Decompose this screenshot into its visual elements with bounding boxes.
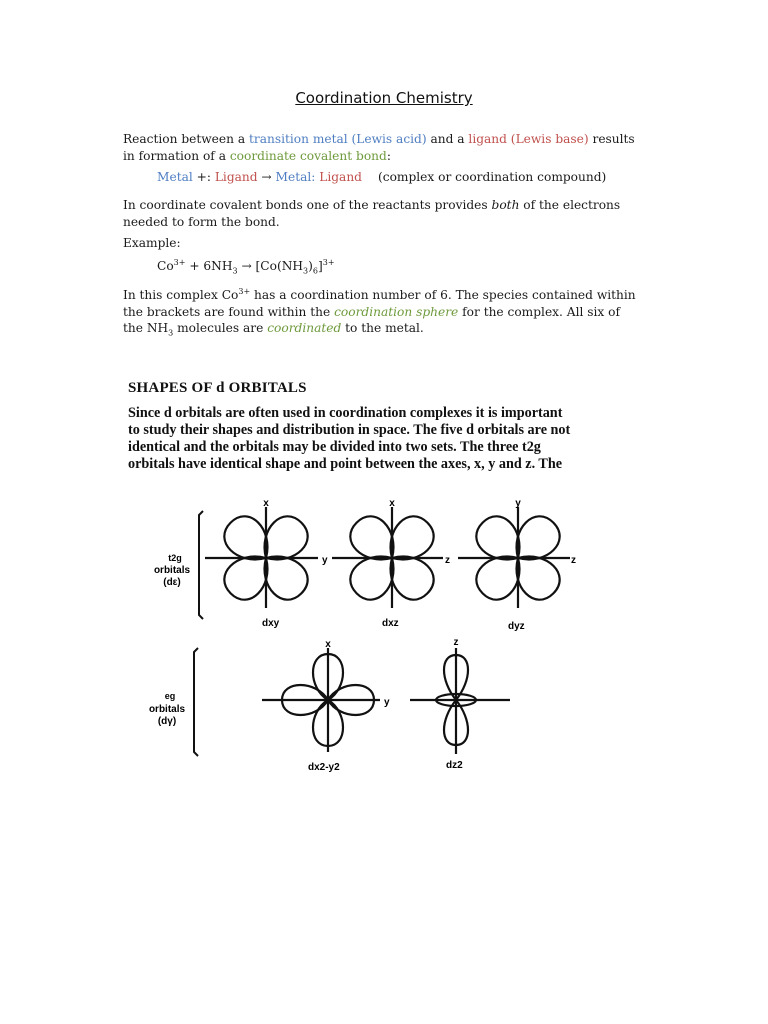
t2g-bracket xyxy=(199,511,203,619)
dxz-name: dxz xyxy=(382,618,399,629)
dz2-name: dz2 xyxy=(446,760,463,771)
dx2-y2-v-axis: x xyxy=(325,639,331,650)
dz2-orbital xyxy=(410,648,510,754)
intro-paragraph: Reaction between a transition metal (Lewis acid) and a ligand (Lewis base) results in formation of a coordinate covalent bond: xyxy=(123,132,635,163)
dxy-v-axis: x xyxy=(263,498,269,509)
eg-orbitals-label: orbitals xyxy=(148,704,186,715)
dx2-y2-name: dx2-y2 xyxy=(308,762,340,773)
dx2-y2-h-axis: y xyxy=(384,697,390,708)
dxy-orbital xyxy=(205,507,318,608)
transition-metal-term: transition metal (Lewis acid) xyxy=(248,132,427,146)
dz2-v-axis: z xyxy=(453,637,459,648)
d-orbitals-text: Since d orbitals are often used in coordination complexes it is important to study their shapes and distribution in space. The five d orbitals are not identical and the orbitals may be divided into two sets. The three t2g orbitals have identical shape and point between the axes, x, y and z. The xyxy=(128,405,571,472)
metal-ligand-equation: Metal +: Ligand → Metal: Ligand (complex or coordination compound) xyxy=(157,170,607,184)
coordinate-bond-term: coordinate covalent bond xyxy=(229,148,387,163)
dx2-y2-orbital xyxy=(262,648,380,752)
dyz-v-axis: y xyxy=(515,498,521,509)
coordinated-term: coordinated xyxy=(267,321,342,336)
example-label: Example: xyxy=(123,236,181,250)
t2g-symbol-label: (dε) xyxy=(163,577,181,588)
dxz-v-axis: x xyxy=(389,498,395,509)
ligand-term: ligand (Lewis base) xyxy=(468,132,589,146)
dyz-h-axis: z xyxy=(571,555,576,566)
eg-bracket xyxy=(194,648,198,756)
dxy-name: dxy xyxy=(262,618,280,629)
dxy-h-axis: y xyxy=(322,555,328,566)
dxz-h-axis: z xyxy=(445,555,450,566)
dyz-name: dyz xyxy=(508,621,525,632)
complex-paragraph: In this complex $Co^{3+}$ has a coordination number of 6. The species contained within the brackets are found within the coordination sphere for the complex. All six of the $NH_3$ molecules are coordinated to the metal. xyxy=(123,287,636,338)
eg-label: eg xyxy=(164,691,176,701)
d-orbitals-heading: SHAPES OF d ORBITALS xyxy=(128,380,307,396)
page-title: Coordination Chemistry xyxy=(295,89,473,107)
dyz-orbital xyxy=(458,507,570,608)
cobalt-reaction: $Co^{3+} + 6NH_3 \to [Co(NH_3)_6]^{3+}$ xyxy=(157,258,335,276)
dxz-orbital xyxy=(332,507,443,608)
both-electrons-paragraph: In coordinate covalent bonds one of the reactants provides both of the electrons needed to form the bond. xyxy=(123,198,621,229)
coordination-sphere-term: coordination sphere xyxy=(334,304,459,319)
eg-symbol-label: (dγ) xyxy=(157,716,177,727)
t2g-orbitals-label: orbitals xyxy=(153,565,191,576)
t2g-label: t2g xyxy=(168,553,182,563)
